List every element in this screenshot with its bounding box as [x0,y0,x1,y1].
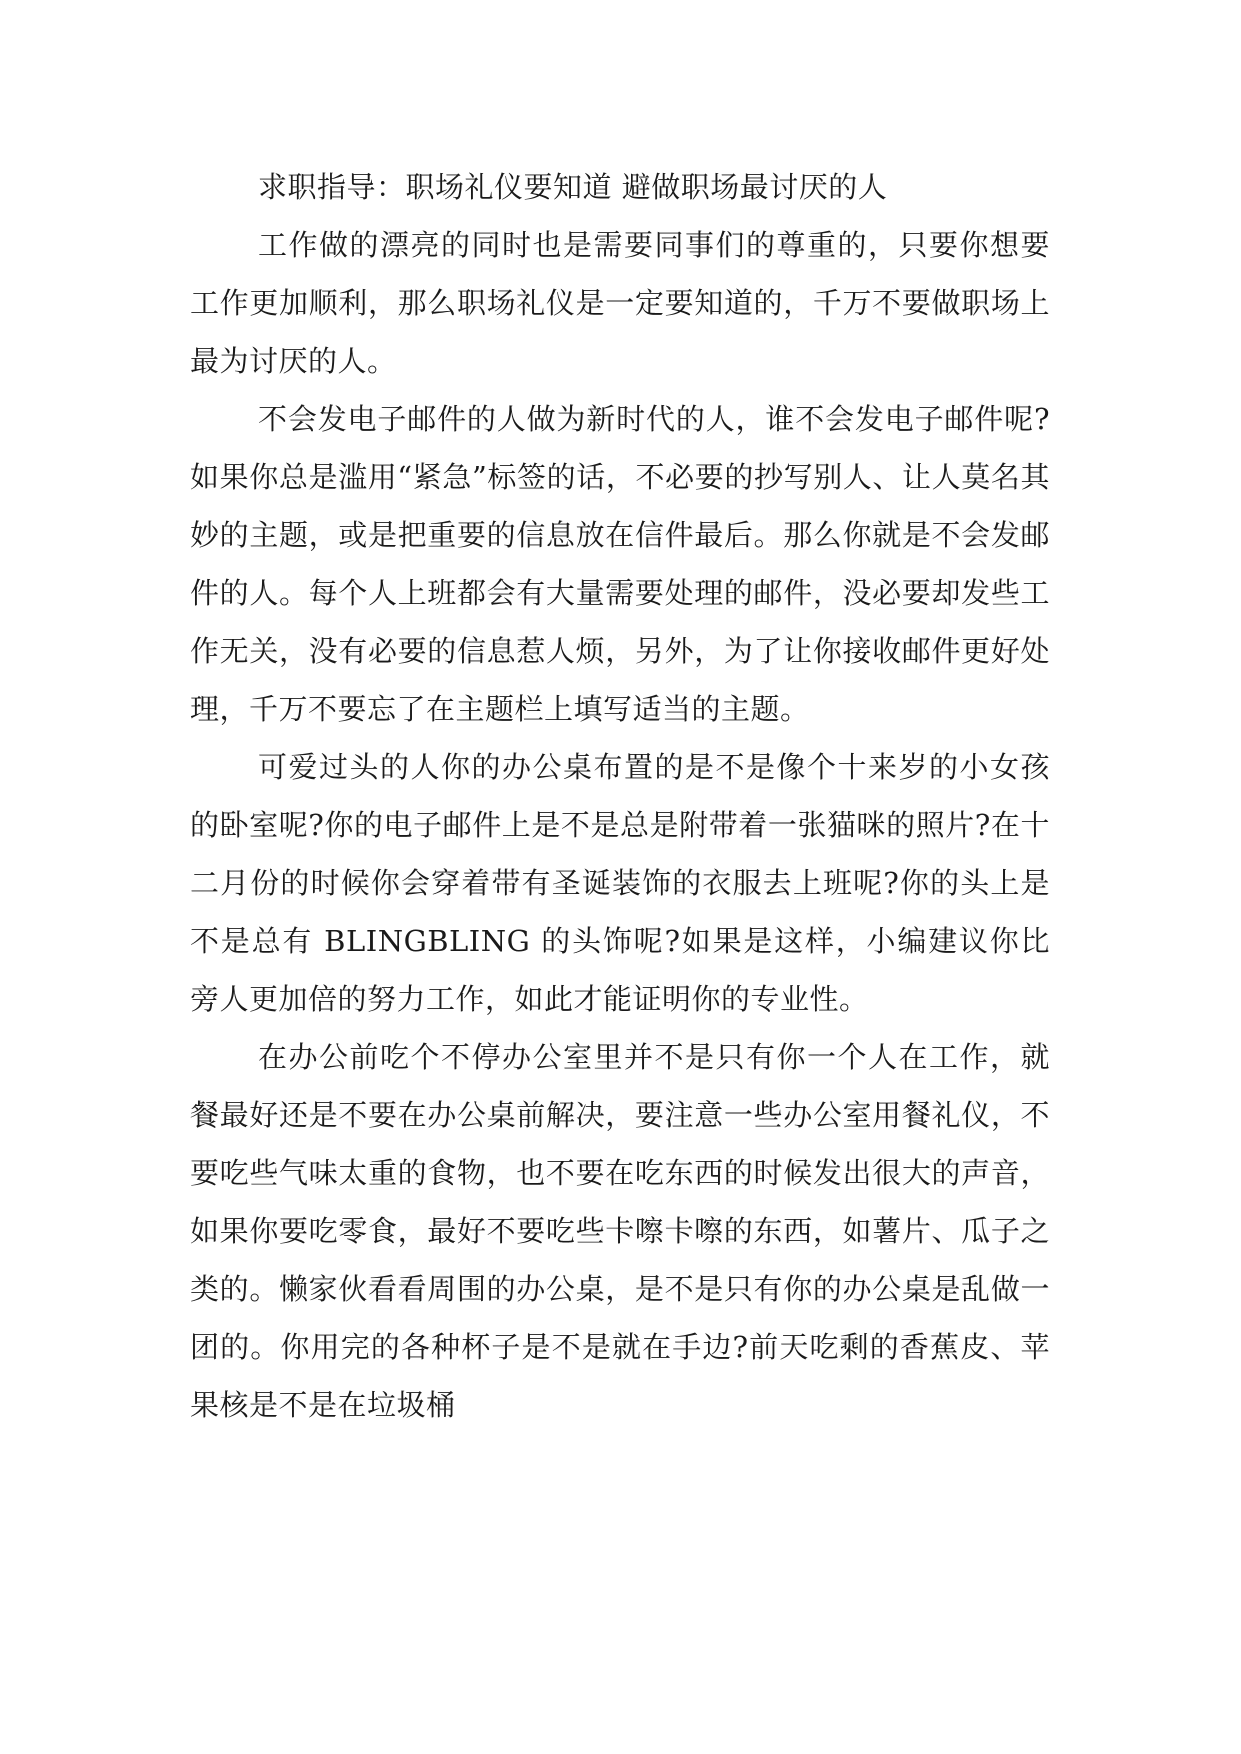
paragraph-eating-lazy: 在办公前吃个不停办公室里并不是只有你一个人在工作，就餐最好还是不要在办公桌前解决，要注意一些办公室用餐礼仪，不要吃些气味太重的食物，也不要在吃东西的时候发出很大的声音，如果你要吃零食，最好不要吃些卡嚓卡嚓的东西，如薯片、瓜子之类的。懒家伙看看周围的办公桌，是不是只有你的办公桌是乱做一团的。你用完的各种杯子是不是就在手边?前天吃剩的香蕉皮、苹果核是不是在垃圾桶 [190,1040,1050,1422]
paragraph-too-cute: 可爱过头的人你的办公桌布置的是不是像个十来岁的小女孩的卧室呢?你的电子邮件上是不是总是附带着一张猫咪的照片?在十二月份的时候你会穿着带有圣诞装饰的衣服去上班呢?你的头上是不是总有 BLINGBLING 的头饰呢?如果是这样，小编建议你比旁人更加倍的努力工作，如此才能证明你的专业性。 [190,750,1050,1016]
paragraph-intro: 工作做的漂亮的同时也是需要同事们的尊重的，只要你想要工作更加顺利，那么职场礼仪是一定要知道的，千万不要做职场上最为讨厌的人。 [190,228,1050,378]
document-title: 求职指导：职场礼仪要知道 避做职场最讨厌的人 [258,170,888,204]
paragraph-email: 不会发电子邮件的人做为新时代的人，谁不会发电子邮件呢?如果你总是滥用“紧急”标签的话，不必要的抄写别人、让人莫名其妙的主题，或是把重要的信息放在信件最后。那么你就是不会发邮件的人。每个人上班都会有大量需要处理的邮件，没必要却发些工作无关，没有必要的信息惹人烦，另外，为了让你接收邮件更好处理，千万不要忘了在主题栏上填写适当的主题。 [190,402,1050,726]
document-body [190,158,1050,1434]
